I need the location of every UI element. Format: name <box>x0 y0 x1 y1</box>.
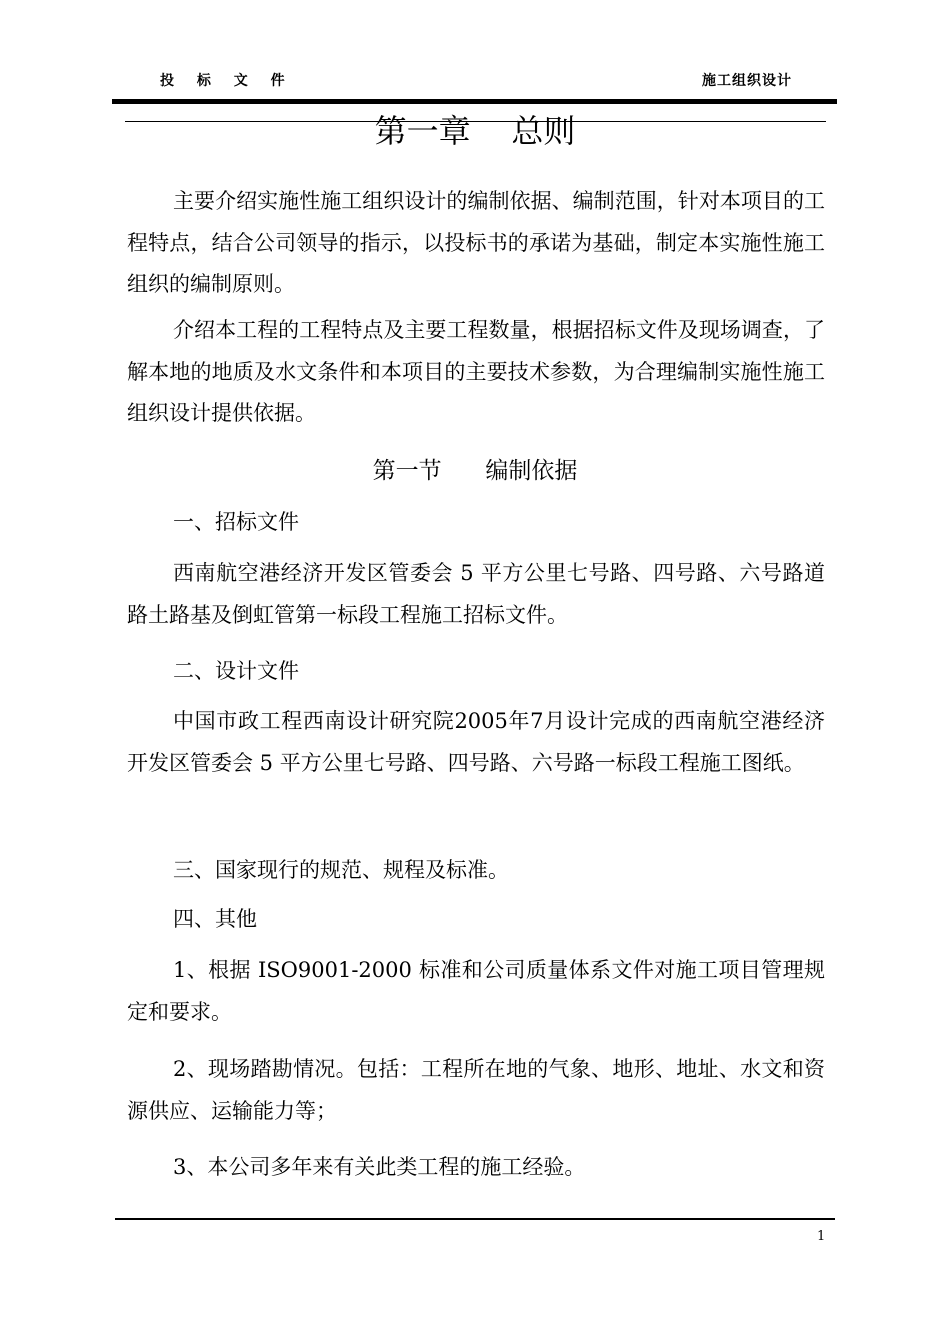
item-heading-other: 四、其他 <box>173 907 257 931</box>
item-heading-tender-docs: 一、招标文件 <box>173 510 299 534</box>
header-right-text: 施工组织设计 <box>702 73 792 89</box>
intro-paragraph-1: 主要介绍实施性施工组织设计的编制依据、编制范围，针对本项目的工程特点，结合公司领导的指示，以投标书的承诺为基础，制定本实施性施工组织的编制原则。 <box>127 189 825 296</box>
item-text-other-1: 1、根据 ISO9001-2000 标准和公司质量体系文件对施工项目管理规定和要求。 <box>127 958 825 1024</box>
footer-rule <box>115 1218 835 1220</box>
chapter-title: 第一章 总则 <box>374 112 576 150</box>
page-number: 1 <box>817 1229 826 1244</box>
header-thick-rule <box>112 99 837 104</box>
header-left-text: 投 标 文 件 <box>160 73 294 89</box>
item-heading-standards: 三、国家现行的规范、规程及标准。 <box>173 858 509 882</box>
section-title: 第一节 编制依据 <box>372 458 578 484</box>
item-text-other-2: 2、现场踏勘情况。包括：工程所在地的气象、地形、地址、水文和资源供应、运输能力等； <box>127 1057 825 1123</box>
intro-paragraph-2: 介绍本工程的工程特点及主要工程数量，根据招标文件及现场调查，了解本地的地质及水文条件和本项目的主要技术参数，为合理编制实施性施工组织设计提供依据。 <box>127 318 825 425</box>
item-heading-design-docs: 二、设计文件 <box>173 659 299 683</box>
item-text-tender-docs: 西南航空港经济开发区管委会 5 平方公里七号路、四号路、六号路道路土路基及倒虹管第一标段工程施工招标文件。 <box>127 561 825 627</box>
item-text-design-docs: 中国市政工程西南设计研究院2005年7月设计完成的西南航空港经济开发区管委会 5 平方公里七号路、四号路、六号路一标段工程施工图纸。 <box>127 709 825 775</box>
item-text-other-3: 3、本公司多年来有关此类工程的施工经验。 <box>173 1155 586 1179</box>
